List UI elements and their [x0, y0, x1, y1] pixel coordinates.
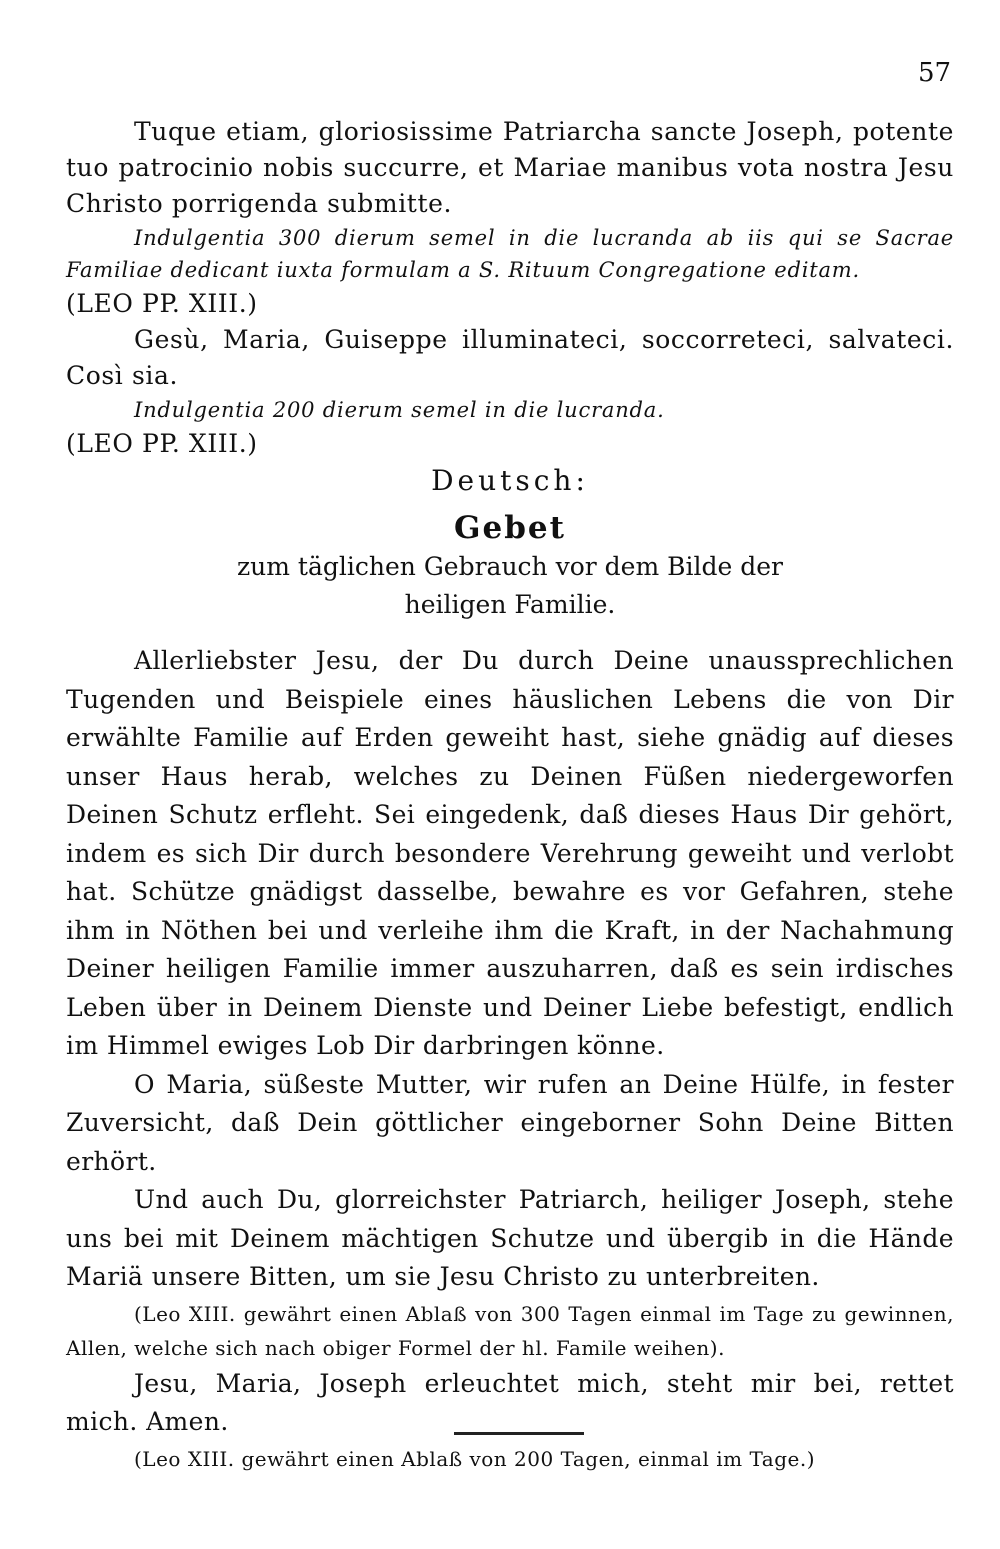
german-section — [66, 642, 954, 1476]
latin-section — [66, 114, 954, 462]
german-indulgence-200: (Leo XIII. gewährt einen Ablaß von 200 Tagen, einmal im Tage.) — [134, 1446, 815, 1471]
language-heading: Deutsch: — [431, 464, 589, 497]
german-indulgence-300: (Leo XIII. gewährt einen Ablaß von 300 Tagen einmal im Tage zu gewinnen, Allen, welche sich nach obiger Formel der hl. Famile weihen). — [66, 1301, 954, 1360]
italian-prayer: Gesù, Maria, Guiseppe illuminateci, soccorreteci, salvateci. Così sia. — [66, 325, 954, 390]
german-paragraph-1: Allerliebster Jesu, der Du durch Deine unaussprechlichen Tugenden und Beispiele eines häuslichen Lebens die von Dir erwählte Familie auf Erden geweiht hast, siehe gnädig auf dieses unser Haus herab, welches zu Deinen Füßen niedergeworfen Deinen Schutz erfleht. Sei eingedenk, daß dieses Haus Dir gehört, indem es sich Dir durch besondere Verehrung geweiht und verlobt hat. Schütze gnädigst dasselbe, bewahre es vor Gefahren, stehe ihm in Nöthen bei und verleihe ihm die Kraft, in der Nachahmung Deiner heiligen Familie immer auszuharren, daß es sein irdisches Leben über in Deinem Dienste und Deiner Liebe befestigt, endlich im Himmel ewiges Lob Dir darbringen könne. — [66, 646, 954, 1060]
latin-signature-1: (LEO PP. XIII.) — [66, 289, 258, 318]
german-short-prayer: Jesu, Maria, Joseph erleuchtet mich, steht mir bei, rettet mich. Amen. — [66, 1368, 954, 1436]
latin-signature-2: (LEO PP. XIII.) — [66, 429, 258, 458]
latin-indulgence-200: Indulgentia 200 dierum semel in die lucranda. — [134, 398, 665, 422]
prayer-subtitle — [66, 548, 954, 624]
german-paragraph-2: O Maria, süßeste Mutter, wir rufen an Deine Hülfe, in fester Zuversicht, daß Dein göttlicher eingeborner Sohn Deine Bitten erhört. — [66, 1069, 954, 1176]
latin-indulgence-300: Indulgentia 300 dierum semel in die lucranda ab iis qui se Sacrae Familiae dedicant iuxta formulam a S. Rituum Congregatione editam. — [66, 226, 954, 282]
subtitle-line-2: heiligen Familie. — [404, 590, 616, 619]
page-number: 57 — [918, 58, 952, 88]
german-paragraph-3: Und auch Du, glorreichster Patriarch, heiliger Joseph, stehe uns bei mit Deinem mächtigen Schutze und übergib in die Hände Mariä unsere Bitten, um sie Jesu Christo zu unterbreiten. — [66, 1185, 954, 1291]
prayer-title: Gebet — [454, 510, 566, 546]
latin-prayer-paragraph: Tuque etiam, gloriosissime Patriarcha sancte Joseph, potente tuo patrocinio nobis succurre, et Mariae manibus vota nostra Jesu Christo porrigenda submitte. — [66, 117, 954, 218]
subtitle-line-1: zum täglichen Gebrauch vor dem Bilde der — [237, 552, 783, 581]
end-rule — [454, 1432, 584, 1435]
